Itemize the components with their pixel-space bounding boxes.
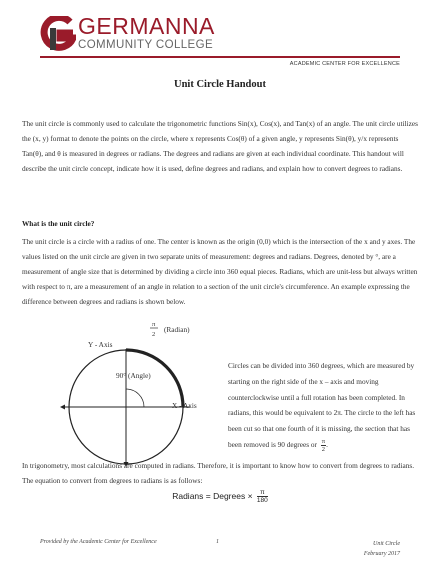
footer-credit: Provided by the Academic Center for Excellence [40, 539, 157, 545]
section-paragraph: The unit circle is a circle with a radius of one. The center is known as the origin (0,0) which is the intersection of the x and y axes. The values listed on the unit circle are given in two separate units of measurement: degrees and radians. Degrees, denoted by °, are a measurement of angle size that is determined by dividing a circle into 360 equal pieces. Radians, which are unit-less but always written with respect to π, are a measurement of an angle in relation to a section of the unit circle's circumference. An example expressing the difference between degrees and radians is shown below. [22, 237, 418, 306]
angle-label: 90° (Angle) [116, 371, 151, 380]
college-subtitle: COMMUNITY COLLEGE [78, 39, 214, 51]
side-paragraph-text: Circles can be divided into 360 degrees, which are measured by starting on the right side of the x – axis and moving counterclockwise until a full rotation has been completed. In radians, this would be equivalent to 2π. The circle to the left has been cut so that one fourth of it is missing, the section that has been removed is 90 degrees or [228, 361, 416, 449]
side-fraction-denominator: 2 [321, 445, 326, 453]
equation-denominator: 180 [256, 497, 268, 504]
radian-label: (Radian) [164, 325, 190, 334]
angle-arc [126, 389, 144, 407]
page-title: Unit Circle Handout [174, 79, 266, 90]
equation-fraction [257, 489, 268, 504]
side-paragraph [228, 358, 418, 453]
footer-doc-date: February 2017 [363, 551, 400, 557]
page-number: 1 [216, 539, 219, 545]
conversion-equation [0, 489, 440, 504]
y-axis-label: Y - Axis [88, 340, 113, 349]
equation-numerator: π [257, 489, 268, 497]
conversion-paragraph: In trigonometry, most calculations are computed in radians. Therefore, it is important to know how to convert from degrees to radians. The equation to convert from degrees to radians is as follows: [22, 461, 415, 485]
radian-denominator: 2 [152, 331, 156, 338]
department-label: ACADEMIC CENTER FOR EXCELLENCE [289, 61, 400, 67]
x-axis-label: X - Axis [172, 401, 197, 410]
equation-lhs: Radians = Degrees × [172, 490, 253, 501]
footer-doc-info [364, 539, 400, 559]
college-name: GERMANNA [78, 13, 215, 39]
side-fraction-numerator: π [321, 437, 326, 445]
intro-paragraph: The unit circle is commonly used to calculate the trigonometric functions Sin(x), Cos(x), and Tan(x) of an angle. The unit circle utilizes the (x, y) format to denote the points on the circle, where x represents Cos(θ) of a given angle, y represents Sin(θ), y/x represents Tan(θ), and θ is measured in degrees or radians. The degrees and radians are given at each individual coordinate. This handout will describe the unit circle concept, indicate how it is used, define degrees and radians, and explain how to convert degrees to radians. [22, 119, 418, 173]
side-fraction-trailing: . [326, 439, 328, 449]
footer-doc-title: Unit Circle [373, 541, 400, 547]
section-heading: What is the unit circle? [22, 219, 95, 228]
radian-numerator: π [152, 321, 156, 328]
